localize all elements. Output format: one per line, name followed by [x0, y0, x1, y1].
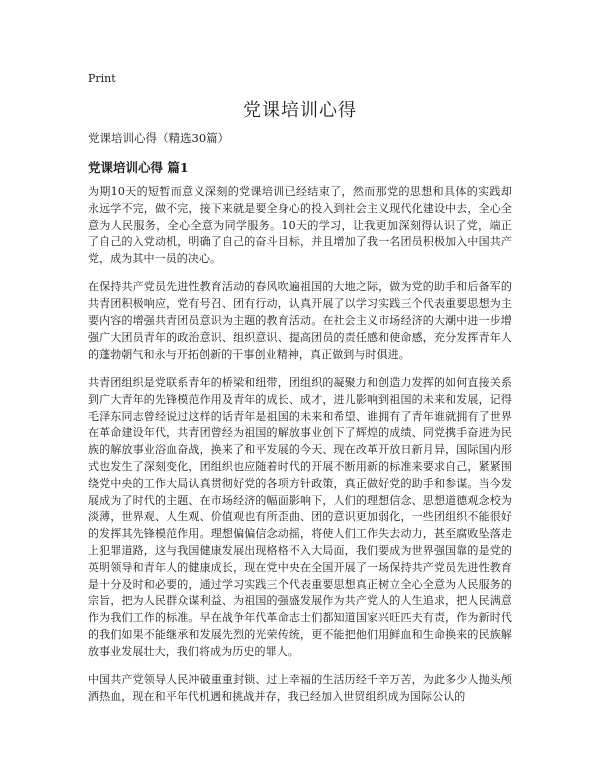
paragraph: 在保持共产党员先进性教育活动的春风吹遍祖国的大地之际，做为党的助手和后备军的共青团积极响应，党有号召、团有行动，认真开展了以学习实践三个代表重要思想为主要内容的增强共青团员意识为主题的教育活动。在社会主义市场经济的大潮中进一步增强广大团员青年的政治意识、组织意识、提高团员的责任感和使命感，充分发挥青年人的蓬勃朝气和永与开拓创新的干事创业精神，真正做到与时俱进。: [88, 280, 512, 361]
paragraph: 为期10天的短暂而意义深刻的党课培训已经结束了，然而那党的思想和具体的实践却永远学不完，做不完，接下来就是要全身心的投入到社会主义现代化建设中去，全心全意为人民服务，全心全意为同学服务。10天的学习，让我更加深刻得认识了党，端正了自己的入党动机，明确了自己的奋斗目标，并且增加了我一名团员积极加入中国共产党，成为其中一员的决心。: [88, 185, 512, 266]
paragraph: 中国共产党领导人民冲破重重封锁、过上幸福的生活历经千辛万苦，为此多少人抛头颅洒热血，现在和平年代机遇和挑战并存，我已经加入世贸组织成为国际公认的: [88, 673, 512, 703]
document-subtitle: 党课培训心得（精选30篇）: [88, 131, 230, 145]
print-link[interactable]: Print: [88, 72, 116, 85]
article-body: [88, 184, 512, 717]
paragraph: 共青团组织是党联系青年的桥梁和纽带，团组织的凝聚力和创造力发挥的如何直接关系到广大青年的先锋模范作用及青年的成长、成才，进儿影响到祖国的未来和发展，记得毛泽东同志曾经说过这样的话青年是祖国的未来和希望、谁拥有了青年谁就拥有了世界在革命建设年代，共青团曾经为祖国的解放事业创下了辉煌的成绩、同党携手奋进为民族的解放事业浴血奋战，换来了和平发展的今天、现在改革开放日新月异，国际国内形式也发生了深刻变化，团组织也应随着时代的开展不断用新的标准来要求自己，紧紧围绕党中央的工作大局认真贯彻好党的各项方针政策，真正做好党的助手和参谋。当今发展成为了时代的主题、在市场经济的幅面影响下，人们的理想信念、思想道德观念校为淡薄，世界观、人生观、价值观也有所歪曲、团的意识更加弱化，一些团组织不能很好的发挥其先锋模范作用。理想偏偏信念动摇，将使人们工作失去动力，甚至腐败坠落走上犯罪道路，这与我国健康发展出现格格不入大局面，我们要成为世界强国靠的是党的英明领导和青年人的健康成长，现在党中央在全国开展了一场保持共产党员先进性教育是十分及时和必要的，通过学习实践三个代表重要思想真正树立全心全意为人民服务的宗旨，把为人民群众谋利益、为祖国的强盛发展作为共产党人的人生追求，把人民满意作为我们工作的标准。早在战争年代革命志士们都知道国家兴旺匹夫有责，作为新时代的我们如果不能继承和发展先烈的光荣传统，更不能把他们用鲜血和生命换来的民族解放事业发展壮大，我们将成为历史的罪人。: [88, 375, 512, 658]
page-title: 党课培训心得: [243, 100, 357, 121]
section-heading: 党课培训心得 篇1: [88, 160, 189, 175]
